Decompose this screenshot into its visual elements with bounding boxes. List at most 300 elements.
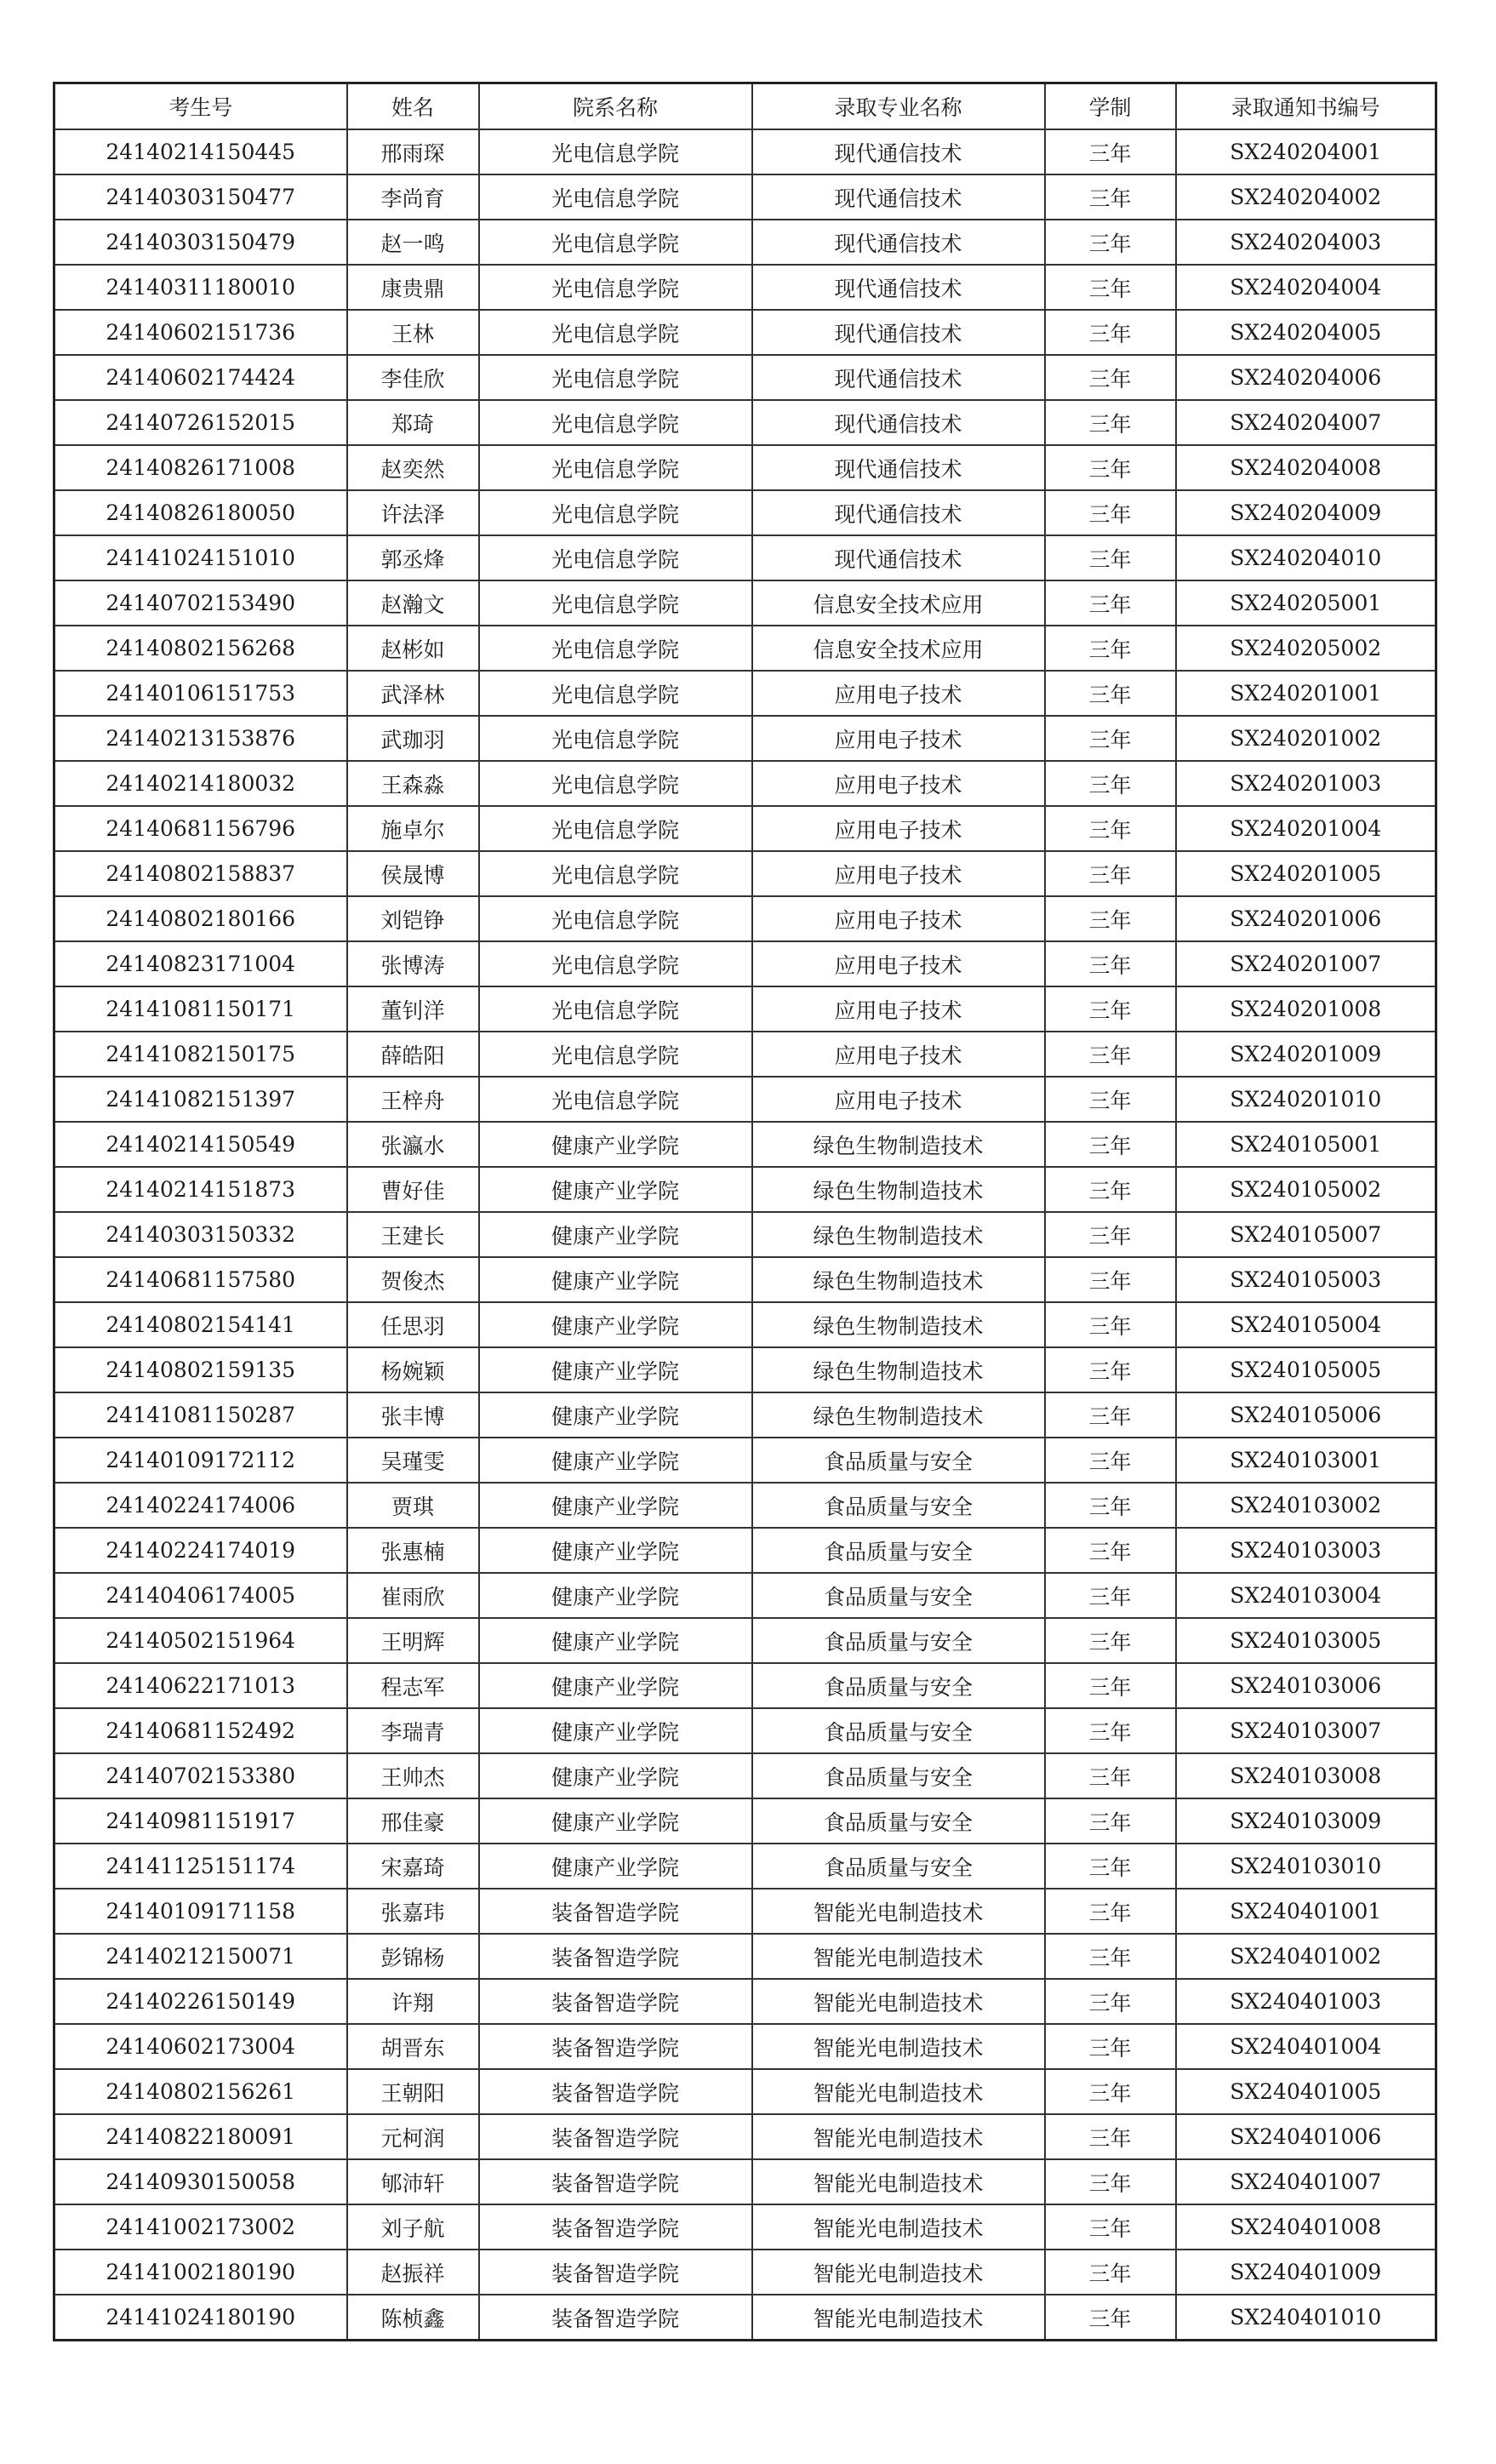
exam-number-cell: 24140981151917 bbox=[54, 1798, 347, 1844]
duration-cell: 三年 bbox=[1045, 626, 1176, 671]
notice-number-cell: SX240204002 bbox=[1176, 174, 1436, 220]
notice-number-cell: SX240103007 bbox=[1176, 1708, 1436, 1753]
exam-number-cell: 24140602174424 bbox=[54, 355, 347, 400]
notice-number-cell: SX240103002 bbox=[1176, 1483, 1436, 1528]
duration-cell: 三年 bbox=[1045, 851, 1176, 896]
duration-cell: 三年 bbox=[1045, 1663, 1176, 1708]
notice-number-cell: SX240105004 bbox=[1176, 1302, 1436, 1347]
exam-number-cell: 24140212150071 bbox=[54, 1934, 347, 1979]
duration-cell: 三年 bbox=[1045, 941, 1176, 986]
duration-cell: 三年 bbox=[1045, 1618, 1176, 1663]
major-cell: 食品质量与安全 bbox=[752, 1753, 1045, 1798]
student-name-cell: 李尚育 bbox=[347, 174, 479, 220]
student-name-cell: 许法泽 bbox=[347, 490, 479, 535]
notice-number-cell: SX240204008 bbox=[1176, 445, 1436, 490]
table-row bbox=[54, 941, 1436, 986]
student-name-cell: 张丰博 bbox=[347, 1392, 479, 1438]
duration-cell: 三年 bbox=[1045, 1077, 1176, 1122]
department-cell: 健康产业学院 bbox=[479, 1708, 752, 1753]
notice-number-cell: SX240204009 bbox=[1176, 490, 1436, 535]
major-cell: 智能光电制造技术 bbox=[752, 2114, 1045, 2159]
department-cell: 健康产业学院 bbox=[479, 1392, 752, 1438]
major-cell: 食品质量与安全 bbox=[752, 1798, 1045, 1844]
table-row bbox=[54, 1077, 1436, 1122]
exam-number-cell: 24140702153380 bbox=[54, 1753, 347, 1798]
notice-number-cell: SX240103001 bbox=[1176, 1438, 1436, 1483]
exam-number-cell: 24141024180190 bbox=[54, 2295, 347, 2341]
department-cell: 光电信息学院 bbox=[479, 761, 752, 806]
department-cell: 光电信息学院 bbox=[479, 174, 752, 220]
major-cell: 智能光电制造技术 bbox=[752, 2204, 1045, 2250]
duration-cell: 三年 bbox=[1045, 2204, 1176, 2250]
table-row bbox=[54, 851, 1436, 896]
major-cell: 食品质量与安全 bbox=[752, 1438, 1045, 1483]
admission-table bbox=[53, 82, 1437, 2341]
notice-number-cell: SX240401006 bbox=[1176, 2114, 1436, 2159]
notice-number-cell: SX240401010 bbox=[1176, 2295, 1436, 2341]
duration-cell: 三年 bbox=[1045, 1392, 1176, 1438]
student-name-cell: 刘铠铮 bbox=[347, 896, 479, 941]
table-row bbox=[54, 986, 1436, 1032]
major-cell: 智能光电制造技术 bbox=[752, 2295, 1045, 2341]
duration-cell: 三年 bbox=[1045, 1708, 1176, 1753]
table-row bbox=[54, 1844, 1436, 1889]
duration-cell: 三年 bbox=[1045, 1528, 1176, 1573]
exam-number-cell: 24140930150058 bbox=[54, 2159, 347, 2204]
duration-cell: 三年 bbox=[1045, 2114, 1176, 2159]
department-cell: 装备智造学院 bbox=[479, 2114, 752, 2159]
table-row bbox=[54, 1167, 1436, 1212]
student-name-cell: 王帅杰 bbox=[347, 1753, 479, 1798]
table-row bbox=[54, 174, 1436, 220]
duration-cell: 三年 bbox=[1045, 671, 1176, 716]
department-cell: 健康产业学院 bbox=[479, 1753, 752, 1798]
major-cell: 应用电子技术 bbox=[752, 761, 1045, 806]
major-cell: 绿色生物制造技术 bbox=[752, 1212, 1045, 1257]
department-cell: 健康产业学院 bbox=[479, 1122, 752, 1167]
department-cell: 健康产业学院 bbox=[479, 1618, 752, 1663]
duration-cell: 三年 bbox=[1045, 1798, 1176, 1844]
exam-number-cell: 24141081150287 bbox=[54, 1392, 347, 1438]
major-cell: 食品质量与安全 bbox=[752, 1708, 1045, 1753]
notice-number-cell: SX240204001 bbox=[1176, 129, 1436, 174]
student-name-cell: 赵彬如 bbox=[347, 626, 479, 671]
table-row bbox=[54, 445, 1436, 490]
department-cell: 光电信息学院 bbox=[479, 265, 752, 310]
major-cell: 绿色生物制造技术 bbox=[752, 1302, 1045, 1347]
exam-number-cell: 24141125151174 bbox=[54, 1844, 347, 1889]
header-notice-number: 录取通知书编号 bbox=[1176, 83, 1436, 130]
exam-number-cell: 24140602151736 bbox=[54, 310, 347, 355]
duration-cell: 三年 bbox=[1045, 1889, 1176, 1934]
student-name-cell: 赵一鸣 bbox=[347, 220, 479, 265]
student-name-cell: 张博涛 bbox=[347, 941, 479, 986]
major-cell: 食品质量与安全 bbox=[752, 1844, 1045, 1889]
duration-cell: 三年 bbox=[1045, 806, 1176, 851]
department-cell: 装备智造学院 bbox=[479, 1979, 752, 2024]
student-name-cell: 王建长 bbox=[347, 1212, 479, 1257]
duration-cell: 三年 bbox=[1045, 1302, 1176, 1347]
student-name-cell: 李佳欣 bbox=[347, 355, 479, 400]
exam-number-cell: 24140406174005 bbox=[54, 1573, 347, 1618]
table-row bbox=[54, 1392, 1436, 1438]
student-name-cell: 郑琦 bbox=[347, 400, 479, 445]
department-cell: 光电信息学院 bbox=[479, 716, 752, 761]
notice-number-cell: SX240103006 bbox=[1176, 1663, 1436, 1708]
notice-number-cell: SX240401004 bbox=[1176, 2024, 1436, 2069]
student-name-cell: 杨婉颖 bbox=[347, 1347, 479, 1392]
duration-cell: 三年 bbox=[1045, 220, 1176, 265]
student-name-cell: 贺俊杰 bbox=[347, 1257, 479, 1302]
table-row bbox=[54, 1483, 1436, 1528]
major-cell: 应用电子技术 bbox=[752, 851, 1045, 896]
department-cell: 健康产业学院 bbox=[479, 1347, 752, 1392]
student-name-cell: 侯晟博 bbox=[347, 851, 479, 896]
table-row bbox=[54, 1032, 1436, 1077]
notice-number-cell: SX240204007 bbox=[1176, 400, 1436, 445]
department-cell: 光电信息学院 bbox=[479, 129, 752, 174]
exam-number-cell: 24141082150175 bbox=[54, 1032, 347, 1077]
table-row bbox=[54, 265, 1436, 310]
duration-cell: 三年 bbox=[1045, 174, 1176, 220]
major-cell: 应用电子技术 bbox=[752, 986, 1045, 1032]
duration-cell: 三年 bbox=[1045, 716, 1176, 761]
notice-number-cell: SX240103003 bbox=[1176, 1528, 1436, 1573]
department-cell: 装备智造学院 bbox=[479, 2024, 752, 2069]
department-cell: 健康产业学院 bbox=[479, 1573, 752, 1618]
duration-cell: 三年 bbox=[1045, 1934, 1176, 1979]
notice-number-cell: SX240401009 bbox=[1176, 2250, 1436, 2295]
table-row bbox=[54, 1708, 1436, 1753]
duration-cell: 三年 bbox=[1045, 310, 1176, 355]
notice-number-cell: SX240204004 bbox=[1176, 265, 1436, 310]
major-cell: 现代通信技术 bbox=[752, 400, 1045, 445]
duration-cell: 三年 bbox=[1045, 355, 1176, 400]
major-cell: 应用电子技术 bbox=[752, 896, 1045, 941]
student-name-cell: 郇沛轩 bbox=[347, 2159, 479, 2204]
major-cell: 绿色生物制造技术 bbox=[752, 1257, 1045, 1302]
student-name-cell: 贾琪 bbox=[347, 1483, 479, 1528]
table-row bbox=[54, 310, 1436, 355]
major-cell: 智能光电制造技术 bbox=[752, 2024, 1045, 2069]
department-cell: 装备智造学院 bbox=[479, 1889, 752, 1934]
notice-number-cell: SX240201007 bbox=[1176, 941, 1436, 986]
student-name-cell: 宋嘉琦 bbox=[347, 1844, 479, 1889]
notice-number-cell: SX240204005 bbox=[1176, 310, 1436, 355]
department-cell: 光电信息学院 bbox=[479, 626, 752, 671]
student-name-cell: 赵振祥 bbox=[347, 2250, 479, 2295]
exam-number-cell: 24140681157580 bbox=[54, 1257, 347, 1302]
notice-number-cell: SX240105006 bbox=[1176, 1392, 1436, 1438]
department-cell: 光电信息学院 bbox=[479, 941, 752, 986]
notice-number-cell: SX240201001 bbox=[1176, 671, 1436, 716]
student-name-cell: 胡晋东 bbox=[347, 2024, 479, 2069]
student-name-cell: 董钊洋 bbox=[347, 986, 479, 1032]
exam-number-cell: 24140502151964 bbox=[54, 1618, 347, 1663]
student-name-cell: 许翔 bbox=[347, 1979, 479, 2024]
exam-number-cell: 24140106151753 bbox=[54, 671, 347, 716]
major-cell: 智能光电制造技术 bbox=[752, 1889, 1045, 1934]
duration-cell: 三年 bbox=[1045, 986, 1176, 1032]
duration-cell: 三年 bbox=[1045, 1212, 1176, 1257]
exam-number-cell: 24140802156268 bbox=[54, 626, 347, 671]
department-cell: 光电信息学院 bbox=[479, 445, 752, 490]
major-cell: 现代通信技术 bbox=[752, 129, 1045, 174]
student-name-cell: 吴瑾雯 bbox=[347, 1438, 479, 1483]
table-row bbox=[54, 129, 1436, 174]
student-name-cell: 李瑞青 bbox=[347, 1708, 479, 1753]
notice-number-cell: SX240105001 bbox=[1176, 1122, 1436, 1167]
exam-number-cell: 24140213153876 bbox=[54, 716, 347, 761]
exam-number-cell: 24140802156261 bbox=[54, 2069, 347, 2114]
notice-number-cell: SX240201002 bbox=[1176, 716, 1436, 761]
exam-number-cell: 24140826180050 bbox=[54, 490, 347, 535]
notice-number-cell: SX240201003 bbox=[1176, 761, 1436, 806]
duration-cell: 三年 bbox=[1045, 1438, 1176, 1483]
department-cell: 健康产业学院 bbox=[479, 1798, 752, 1844]
department-cell: 光电信息学院 bbox=[479, 1032, 752, 1077]
major-cell: 应用电子技术 bbox=[752, 806, 1045, 851]
major-cell: 现代通信技术 bbox=[752, 220, 1045, 265]
notice-number-cell: SX240204003 bbox=[1176, 220, 1436, 265]
student-name-cell: 王朝阳 bbox=[347, 2069, 479, 2114]
duration-cell: 三年 bbox=[1045, 2295, 1176, 2341]
department-cell: 健康产业学院 bbox=[479, 1483, 752, 1528]
exam-number-cell: 24140214180032 bbox=[54, 761, 347, 806]
table-row bbox=[54, 761, 1436, 806]
major-cell: 食品质量与安全 bbox=[752, 1618, 1045, 1663]
table-row bbox=[54, 806, 1436, 851]
exam-number-cell: 24141002180190 bbox=[54, 2250, 347, 2295]
notice-number-cell: SX240201009 bbox=[1176, 1032, 1436, 1077]
exam-number-cell: 24140214150445 bbox=[54, 129, 347, 174]
duration-cell: 三年 bbox=[1045, 1257, 1176, 1302]
notice-number-cell: SX240103010 bbox=[1176, 1844, 1436, 1889]
table-row bbox=[54, 2159, 1436, 2204]
department-cell: 装备智造学院 bbox=[479, 2069, 752, 2114]
notice-number-cell: SX240401008 bbox=[1176, 2204, 1436, 2250]
table-row bbox=[54, 1979, 1436, 2024]
student-name-cell: 王森淼 bbox=[347, 761, 479, 806]
department-cell: 光电信息学院 bbox=[479, 355, 752, 400]
exam-number-cell: 24140602173004 bbox=[54, 2024, 347, 2069]
notice-number-cell: SX240401002 bbox=[1176, 1934, 1436, 1979]
department-cell: 健康产业学院 bbox=[479, 1844, 752, 1889]
major-cell: 绿色生物制造技术 bbox=[752, 1167, 1045, 1212]
duration-cell: 三年 bbox=[1045, 1483, 1176, 1528]
student-name-cell: 王明辉 bbox=[347, 1618, 479, 1663]
table-row bbox=[54, 1889, 1436, 1934]
exam-number-cell: 24140311180010 bbox=[54, 265, 347, 310]
exam-number-cell: 24140303150477 bbox=[54, 174, 347, 220]
student-name-cell: 彭锦杨 bbox=[347, 1934, 479, 1979]
major-cell: 现代通信技术 bbox=[752, 310, 1045, 355]
major-cell: 智能光电制造技术 bbox=[752, 2250, 1045, 2295]
table-row bbox=[54, 716, 1436, 761]
major-cell: 智能光电制造技术 bbox=[752, 2159, 1045, 2204]
department-cell: 装备智造学院 bbox=[479, 2250, 752, 2295]
notice-number-cell: SX240201010 bbox=[1176, 1077, 1436, 1122]
student-name-cell: 程志军 bbox=[347, 1663, 479, 1708]
major-cell: 现代通信技术 bbox=[752, 174, 1045, 220]
table-row bbox=[54, 220, 1436, 265]
major-cell: 现代通信技术 bbox=[752, 445, 1045, 490]
duration-cell: 三年 bbox=[1045, 2024, 1176, 2069]
exam-number-cell: 24140303150479 bbox=[54, 220, 347, 265]
header-department: 院系名称 bbox=[479, 83, 752, 130]
department-cell: 健康产业学院 bbox=[479, 1212, 752, 1257]
major-cell: 应用电子技术 bbox=[752, 1032, 1045, 1077]
major-cell: 现代通信技术 bbox=[752, 490, 1045, 535]
notice-number-cell: SX240401007 bbox=[1176, 2159, 1436, 2204]
major-cell: 食品质量与安全 bbox=[752, 1528, 1045, 1573]
duration-cell: 三年 bbox=[1045, 1753, 1176, 1798]
student-name-cell: 赵奕然 bbox=[347, 445, 479, 490]
department-cell: 健康产业学院 bbox=[479, 1663, 752, 1708]
table-row bbox=[54, 2024, 1436, 2069]
department-cell: 光电信息学院 bbox=[479, 671, 752, 716]
table-row bbox=[54, 1212, 1436, 1257]
table-row bbox=[54, 1573, 1436, 1618]
student-name-cell: 元柯润 bbox=[347, 2114, 479, 2159]
student-name-cell: 武泽林 bbox=[347, 671, 479, 716]
student-name-cell: 郭丞烽 bbox=[347, 535, 479, 580]
major-cell: 绿色生物制造技术 bbox=[752, 1392, 1045, 1438]
major-cell: 食品质量与安全 bbox=[752, 1573, 1045, 1618]
table-row bbox=[54, 535, 1436, 580]
duration-cell: 三年 bbox=[1045, 1347, 1176, 1392]
student-name-cell: 张嘉玮 bbox=[347, 1889, 479, 1934]
table-row bbox=[54, 626, 1436, 671]
table-row bbox=[54, 2114, 1436, 2159]
department-cell: 光电信息学院 bbox=[479, 580, 752, 626]
exam-number-cell: 24140726152015 bbox=[54, 400, 347, 445]
department-cell: 光电信息学院 bbox=[479, 896, 752, 941]
duration-cell: 三年 bbox=[1045, 2159, 1176, 2204]
department-cell: 光电信息学院 bbox=[479, 806, 752, 851]
table-row bbox=[54, 1528, 1436, 1573]
notice-number-cell: SX240205002 bbox=[1176, 626, 1436, 671]
exam-number-cell: 24140802158837 bbox=[54, 851, 347, 896]
table-row bbox=[54, 1663, 1436, 1708]
department-cell: 健康产业学院 bbox=[479, 1257, 752, 1302]
exam-number-cell: 24141082151397 bbox=[54, 1077, 347, 1122]
notice-number-cell: SX240105005 bbox=[1176, 1347, 1436, 1392]
duration-cell: 三年 bbox=[1045, 1122, 1176, 1167]
notice-number-cell: SX240401001 bbox=[1176, 1889, 1436, 1934]
major-cell: 应用电子技术 bbox=[752, 716, 1045, 761]
student-name-cell: 任思羽 bbox=[347, 1302, 479, 1347]
major-cell: 智能光电制造技术 bbox=[752, 1979, 1045, 2024]
duration-cell: 三年 bbox=[1045, 761, 1176, 806]
notice-number-cell: SX240204010 bbox=[1176, 535, 1436, 580]
major-cell: 信息安全技术应用 bbox=[752, 580, 1045, 626]
major-cell: 现代通信技术 bbox=[752, 535, 1045, 580]
department-cell: 装备智造学院 bbox=[479, 1934, 752, 1979]
notice-number-cell: SX240205001 bbox=[1176, 580, 1436, 626]
student-name-cell: 陈桢鑫 bbox=[347, 2295, 479, 2341]
notice-number-cell: SX240201005 bbox=[1176, 851, 1436, 896]
notice-number-cell: SX240103004 bbox=[1176, 1573, 1436, 1618]
exam-number-cell: 24140303150332 bbox=[54, 1212, 347, 1257]
department-cell: 装备智造学院 bbox=[479, 2204, 752, 2250]
major-cell: 现代通信技术 bbox=[752, 355, 1045, 400]
department-cell: 光电信息学院 bbox=[479, 1077, 752, 1122]
major-cell: 应用电子技术 bbox=[752, 941, 1045, 986]
student-name-cell: 康贵鼎 bbox=[347, 265, 479, 310]
exam-number-cell: 24140822180091 bbox=[54, 2114, 347, 2159]
header-exam-number: 考生号 bbox=[54, 83, 347, 130]
student-name-cell: 王林 bbox=[347, 310, 479, 355]
notice-number-cell: SX240201008 bbox=[1176, 986, 1436, 1032]
exam-number-cell: 24140681152492 bbox=[54, 1708, 347, 1753]
exam-number-cell: 24141024151010 bbox=[54, 535, 347, 580]
major-cell: 信息安全技术应用 bbox=[752, 626, 1045, 671]
major-cell: 智能光电制造技术 bbox=[752, 1934, 1045, 1979]
table-row bbox=[54, 1618, 1436, 1663]
exam-number-cell: 24140224174019 bbox=[54, 1528, 347, 1573]
department-cell: 光电信息学院 bbox=[479, 490, 752, 535]
duration-cell: 三年 bbox=[1045, 400, 1176, 445]
notice-number-cell: SX240401003 bbox=[1176, 1979, 1436, 2024]
duration-cell: 三年 bbox=[1045, 1167, 1176, 1212]
table-body bbox=[54, 129, 1436, 2341]
duration-cell: 三年 bbox=[1045, 1032, 1176, 1077]
department-cell: 装备智造学院 bbox=[479, 2295, 752, 2341]
table-row bbox=[54, 1122, 1436, 1167]
table-row bbox=[54, 355, 1436, 400]
table-row bbox=[54, 580, 1436, 626]
student-name-cell: 邢佳豪 bbox=[347, 1798, 479, 1844]
duration-cell: 三年 bbox=[1045, 265, 1176, 310]
student-name-cell: 曹好佳 bbox=[347, 1167, 479, 1212]
table-row bbox=[54, 2069, 1436, 2114]
duration-cell: 三年 bbox=[1045, 1844, 1176, 1889]
table-row bbox=[54, 490, 1436, 535]
exam-number-cell: 24140826171008 bbox=[54, 445, 347, 490]
table-row bbox=[54, 1302, 1436, 1347]
table-row bbox=[54, 896, 1436, 941]
exam-number-cell: 24140622171013 bbox=[54, 1663, 347, 1708]
duration-cell: 三年 bbox=[1045, 490, 1176, 535]
table-row bbox=[54, 1347, 1436, 1392]
table-row bbox=[54, 1798, 1436, 1844]
notice-number-cell: SX240201004 bbox=[1176, 806, 1436, 851]
department-cell: 光电信息学院 bbox=[479, 310, 752, 355]
student-name-cell: 崔雨欣 bbox=[347, 1573, 479, 1618]
exam-number-cell: 24140702153490 bbox=[54, 580, 347, 626]
table-row bbox=[54, 2295, 1436, 2341]
duration-cell: 三年 bbox=[1045, 580, 1176, 626]
exam-number-cell: 24140214151873 bbox=[54, 1167, 347, 1212]
notice-number-cell: SX240103009 bbox=[1176, 1798, 1436, 1844]
table-row bbox=[54, 400, 1436, 445]
major-cell: 智能光电制造技术 bbox=[752, 2069, 1045, 2114]
student-name-cell: 刘子航 bbox=[347, 2204, 479, 2250]
exam-number-cell: 24141081150171 bbox=[54, 986, 347, 1032]
notice-number-cell: SX240103005 bbox=[1176, 1618, 1436, 1663]
major-cell: 应用电子技术 bbox=[752, 1077, 1045, 1122]
department-cell: 装备智造学院 bbox=[479, 2159, 752, 2204]
notice-number-cell: SX240201006 bbox=[1176, 896, 1436, 941]
major-cell: 应用电子技术 bbox=[752, 671, 1045, 716]
header-row bbox=[54, 83, 1436, 130]
notice-number-cell: SX240105003 bbox=[1176, 1257, 1436, 1302]
exam-number-cell: 24140823171004 bbox=[54, 941, 347, 986]
major-cell: 绿色生物制造技术 bbox=[752, 1122, 1045, 1167]
table-row bbox=[54, 1934, 1436, 1979]
major-cell: 现代通信技术 bbox=[752, 265, 1045, 310]
